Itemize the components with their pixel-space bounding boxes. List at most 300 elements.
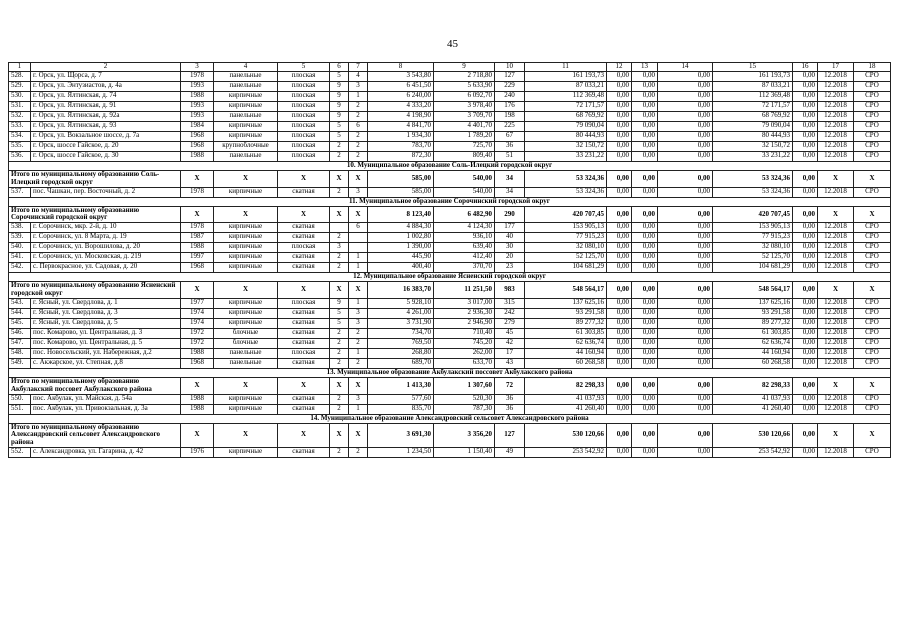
table-cell: 0,00 bbox=[632, 404, 658, 414]
table-cell: 3 731,90 bbox=[368, 318, 434, 328]
table-cell: 52 125,70 bbox=[525, 253, 607, 263]
table-cell: 1978 bbox=[181, 187, 214, 197]
table-cell: кирпичные bbox=[214, 92, 278, 102]
table-cell: 72 171,57 bbox=[525, 102, 607, 112]
table-row bbox=[9, 92, 891, 102]
table-cell: 2 bbox=[349, 338, 368, 348]
table-cell: 6 092,70 bbox=[434, 92, 495, 102]
total-cell: X bbox=[181, 206, 214, 223]
table-cell: 3 bbox=[349, 187, 368, 197]
total-cell: X bbox=[214, 171, 278, 188]
table-cell: г. Орск, ул. Ялтинская, д. 91 bbox=[31, 102, 181, 112]
table-row bbox=[9, 132, 891, 142]
table-cell: 547. bbox=[9, 338, 31, 348]
table-cell: 1978 bbox=[181, 223, 214, 233]
table-cell: 1978 bbox=[181, 72, 214, 82]
table-cell: 2 bbox=[330, 142, 349, 152]
table-cell: 12.2018 bbox=[818, 142, 854, 152]
table-cell: 548. bbox=[9, 348, 31, 358]
table-cell: 1993 bbox=[181, 82, 214, 92]
table-cell: 1993 bbox=[181, 112, 214, 122]
table-cell: СРО bbox=[854, 308, 891, 318]
table-cell: 1993 bbox=[181, 102, 214, 112]
table-cell: г. Сорочинск, ул. Московская, д. 219 bbox=[31, 253, 181, 263]
table-cell: 0,00 bbox=[607, 243, 632, 253]
table-cell: 45 bbox=[495, 328, 525, 338]
page-number: 45 bbox=[447, 38, 458, 50]
table-row bbox=[9, 152, 891, 162]
total-cell: 6 482,90 bbox=[434, 206, 495, 223]
table-cell: 0,00 bbox=[793, 448, 818, 458]
table-cell bbox=[349, 243, 368, 253]
table-cell: кирпичные bbox=[214, 404, 278, 414]
table-cell: 1984 bbox=[181, 122, 214, 132]
table-cell: 6 451,50 bbox=[368, 82, 434, 92]
table-row bbox=[9, 253, 891, 263]
table-cell: 0,00 bbox=[658, 243, 713, 253]
total-cell: X bbox=[181, 423, 214, 447]
table-cell: 0,00 bbox=[632, 448, 658, 458]
total-cell: 34 bbox=[495, 171, 525, 188]
section-heading-row bbox=[9, 197, 891, 206]
table-cell: 79 090,04 bbox=[525, 122, 607, 132]
table-cell: 77 915,23 bbox=[713, 233, 793, 243]
table-cell: 0,00 bbox=[658, 142, 713, 152]
table-cell: кирпичные bbox=[214, 298, 278, 308]
total-label: Итого по муниципальному образованию Соль-Илецкий городской округ bbox=[9, 171, 181, 188]
total-cell: 0,00 bbox=[793, 423, 818, 447]
table-cell: 5 928,10 bbox=[368, 298, 434, 308]
table-cell: 0,00 bbox=[632, 187, 658, 197]
table-cell: 539. bbox=[9, 233, 31, 243]
total-cell: 0,00 bbox=[607, 423, 632, 447]
table-cell: плоская bbox=[278, 92, 330, 102]
table-cell: СРО bbox=[854, 122, 891, 132]
table-cell: 4 198,90 bbox=[368, 112, 434, 122]
total-cell: X bbox=[181, 282, 214, 299]
table-cell: СРО bbox=[854, 253, 891, 263]
total-cell: X bbox=[854, 377, 891, 394]
table-cell: 0,00 bbox=[658, 152, 713, 162]
table-cell: 2 bbox=[349, 358, 368, 368]
total-cell: 0,00 bbox=[793, 206, 818, 223]
total-cell: X bbox=[278, 206, 330, 223]
total-cell: X bbox=[818, 206, 854, 223]
table-cell: 17 bbox=[495, 348, 525, 358]
table-cell: 0,00 bbox=[607, 152, 632, 162]
total-cell: X bbox=[214, 423, 278, 447]
table-cell: 0,00 bbox=[793, 233, 818, 243]
table-cell: скатная bbox=[278, 318, 330, 328]
table-cell: 60 268,58 bbox=[713, 358, 793, 368]
table-cell: кирпичные bbox=[214, 223, 278, 233]
table-cell: плоская bbox=[278, 152, 330, 162]
table-cell: 5 bbox=[330, 122, 349, 132]
table-cell: 0,00 bbox=[793, 298, 818, 308]
table-cell: СРО bbox=[854, 152, 891, 162]
table-cell: 1 150,40 bbox=[434, 448, 495, 458]
table-cell: 543. bbox=[9, 298, 31, 308]
table-cell: 12.2018 bbox=[818, 448, 854, 458]
table-cell: скатная bbox=[278, 223, 330, 233]
table-cell: 67 bbox=[495, 132, 525, 142]
table-cell: 4 884,30 bbox=[368, 223, 434, 233]
table-cell: с. Акжарское, ул. Степная, д.8 bbox=[31, 358, 181, 368]
total-row bbox=[9, 282, 891, 299]
table-cell: 783,70 bbox=[368, 142, 434, 152]
table-cell: 2 bbox=[349, 448, 368, 458]
total-cell: X bbox=[854, 423, 891, 447]
table-row bbox=[9, 404, 891, 414]
table-cell: 32 080,10 bbox=[713, 243, 793, 253]
table-cell: 835,70 bbox=[368, 404, 434, 414]
table-cell: г. Сорочинск, ул. 8 Марта, д. 19 bbox=[31, 233, 181, 243]
table-cell: 550. bbox=[9, 394, 31, 404]
table-cell: 0,00 bbox=[607, 233, 632, 243]
table-cell: г. Орск, ул. Ялтинская, д. 93 bbox=[31, 122, 181, 132]
column-number-cell: 10 bbox=[495, 63, 525, 72]
table-cell: 2 936,30 bbox=[434, 308, 495, 318]
table-cell: 1 bbox=[349, 348, 368, 358]
table-cell: 12.2018 bbox=[818, 328, 854, 338]
total-cell: 0,00 bbox=[632, 423, 658, 447]
total-label: Итого по муниципальному образованию Сорочинский городской округ bbox=[9, 206, 181, 223]
table-cell: 2 bbox=[330, 404, 349, 414]
total-cell: 0,00 bbox=[607, 171, 632, 188]
total-cell: X bbox=[330, 206, 349, 223]
table-cell: 540. bbox=[9, 243, 31, 253]
table-cell: 0,00 bbox=[632, 82, 658, 92]
table-cell: 540,00 bbox=[434, 187, 495, 197]
table-cell: 36 bbox=[495, 142, 525, 152]
table-cell: СРО bbox=[854, 223, 891, 233]
table-cell: 0,00 bbox=[793, 308, 818, 318]
section-heading-row bbox=[9, 368, 891, 377]
section-heading: 12. Муниципальное образование Ясненский городской округ bbox=[9, 273, 891, 282]
table-cell: 5 bbox=[330, 132, 349, 142]
table-cell: 229 bbox=[495, 82, 525, 92]
table-cell: 734,70 bbox=[368, 328, 434, 338]
table-cell: 112 369,48 bbox=[713, 92, 793, 102]
table-cell: 0,00 bbox=[793, 328, 818, 338]
table-cell: 1988 bbox=[181, 243, 214, 253]
table-cell: 546. bbox=[9, 328, 31, 338]
table-cell: 2 bbox=[330, 152, 349, 162]
table-cell: 2 bbox=[330, 394, 349, 404]
table-cell: 0,00 bbox=[632, 394, 658, 404]
table-cell: 12.2018 bbox=[818, 152, 854, 162]
table-cell: скатная bbox=[278, 358, 330, 368]
table-cell: 2 bbox=[330, 233, 349, 243]
table-row bbox=[9, 102, 891, 112]
table-cell: 0,00 bbox=[632, 72, 658, 82]
table-cell: 30 bbox=[495, 243, 525, 253]
table-cell: 12.2018 bbox=[818, 338, 854, 348]
table-cell: 370,70 bbox=[434, 263, 495, 273]
table-cell: 72 171,57 bbox=[713, 102, 793, 112]
table-cell: СРО bbox=[854, 394, 891, 404]
table-cell: 0,00 bbox=[658, 358, 713, 368]
table-cell: 0,00 bbox=[607, 72, 632, 82]
table-cell: 0,00 bbox=[793, 92, 818, 102]
table-cell: 104 681,29 bbox=[525, 263, 607, 273]
table-cell: 12.2018 bbox=[818, 223, 854, 233]
table-cell: 0,00 bbox=[607, 253, 632, 263]
table-cell: 1968 bbox=[181, 132, 214, 142]
table-cell: СРО bbox=[854, 338, 891, 348]
table-cell: 2 bbox=[330, 338, 349, 348]
table-row bbox=[9, 243, 891, 253]
total-row bbox=[9, 377, 891, 394]
total-cell: 420 707,45 bbox=[525, 206, 607, 223]
table-cell: 36 bbox=[495, 404, 525, 414]
table-cell: 0,00 bbox=[607, 142, 632, 152]
table-cell: крупноблочные bbox=[214, 142, 278, 152]
table-cell: 0,00 bbox=[658, 187, 713, 197]
total-cell: X bbox=[330, 282, 349, 299]
table-cell: 3 709,70 bbox=[434, 112, 495, 122]
table-cell: 4 261,00 bbox=[368, 308, 434, 318]
table-cell: скатная bbox=[278, 404, 330, 414]
table-cell: 0,00 bbox=[632, 348, 658, 358]
total-label: Итого по муниципальному образованию Акбулакский поссовет Акбулакского района bbox=[9, 377, 181, 394]
table-cell: 1 bbox=[349, 92, 368, 102]
table-cell: 4 333,20 bbox=[368, 102, 434, 112]
table-cell: 445,90 bbox=[368, 253, 434, 263]
table-cell: 0,00 bbox=[607, 358, 632, 368]
table-row bbox=[9, 82, 891, 92]
total-cell: X bbox=[278, 282, 330, 299]
table-cell: г. Ясный, ул. Свердлова, д. 5 bbox=[31, 318, 181, 328]
column-number-cell: 3 bbox=[181, 63, 214, 72]
table-cell: 1 bbox=[349, 298, 368, 308]
table-cell: 49 bbox=[495, 448, 525, 458]
table-cell: панельные bbox=[214, 348, 278, 358]
table-cell: СРО bbox=[854, 92, 891, 102]
table-cell: 0,00 bbox=[658, 404, 713, 414]
table-cell: 61 303,85 bbox=[525, 328, 607, 338]
table-cell: 12.2018 bbox=[818, 298, 854, 308]
column-number-cell: 15 bbox=[713, 63, 793, 72]
table-cell: 42 bbox=[495, 338, 525, 348]
table-cell: 44 160,94 bbox=[525, 348, 607, 358]
table-cell: 93 291,58 bbox=[713, 308, 793, 318]
table-cell: СРО bbox=[854, 318, 891, 328]
table-cell: 0,00 bbox=[607, 338, 632, 348]
table-row bbox=[9, 318, 891, 328]
total-cell: X bbox=[330, 171, 349, 188]
table-cell: 41 260,40 bbox=[713, 404, 793, 414]
column-number-cell: 7 bbox=[349, 63, 368, 72]
table-cell: 0,00 bbox=[658, 394, 713, 404]
table-cell: г. Орск, ул. Щорса, д. 7 bbox=[31, 72, 181, 82]
table-cell: 0,00 bbox=[658, 132, 713, 142]
table-cell: 44 160,94 bbox=[713, 348, 793, 358]
table-cell: 639,40 bbox=[434, 243, 495, 253]
table-cell: 12.2018 bbox=[818, 82, 854, 92]
table-cell: плоская bbox=[278, 348, 330, 358]
table-cell: 0,00 bbox=[632, 142, 658, 152]
table-cell: 530. bbox=[9, 92, 31, 102]
table-cell: 4 841,70 bbox=[368, 122, 434, 132]
table-cell: 12.2018 bbox=[818, 263, 854, 273]
table-cell: 6 bbox=[349, 122, 368, 132]
total-cell: 585,00 bbox=[368, 171, 434, 188]
total-cell: X bbox=[214, 206, 278, 223]
total-row bbox=[9, 206, 891, 223]
table-cell: 2 946,90 bbox=[434, 318, 495, 328]
table-cell: 1988 bbox=[181, 348, 214, 358]
total-cell: 548 564,17 bbox=[525, 282, 607, 299]
table-cell: кирпичные bbox=[214, 318, 278, 328]
table-cell: 2 bbox=[330, 263, 349, 273]
total-cell: 0,00 bbox=[658, 423, 713, 447]
table-cell: 5 633,90 bbox=[434, 82, 495, 92]
table-cell: СРО bbox=[854, 142, 891, 152]
table-cell: 53 324,36 bbox=[713, 187, 793, 197]
table-cell: 577,60 bbox=[368, 394, 434, 404]
table-cell: 0,00 bbox=[658, 263, 713, 273]
table-cell: скатная bbox=[278, 233, 330, 243]
total-cell: X bbox=[349, 206, 368, 223]
total-cell: 0,00 bbox=[793, 282, 818, 299]
table-cell: 5 bbox=[330, 308, 349, 318]
table-cell: 33 231,22 bbox=[525, 152, 607, 162]
table-cell: 725,70 bbox=[434, 142, 495, 152]
table-cell: 161 193,73 bbox=[713, 72, 793, 82]
table-cell: 68 769,92 bbox=[525, 112, 607, 122]
table-cell: 177 bbox=[495, 223, 525, 233]
total-cell: X bbox=[818, 423, 854, 447]
table-cell: 89 277,32 bbox=[713, 318, 793, 328]
table-cell: 1 934,30 bbox=[368, 132, 434, 142]
column-number-row bbox=[9, 63, 891, 72]
table-cell: СРО bbox=[854, 298, 891, 308]
table-cell: 1 390,00 bbox=[368, 243, 434, 253]
table-cell: 2 bbox=[330, 187, 349, 197]
table-cell: скатная bbox=[278, 448, 330, 458]
table-cell: 528. bbox=[9, 72, 31, 82]
table-cell: 0,00 bbox=[632, 318, 658, 328]
table-cell: 32 150,72 bbox=[525, 142, 607, 152]
table-cell: 176 bbox=[495, 102, 525, 112]
table-cell: 253 542,92 bbox=[713, 448, 793, 458]
table-row bbox=[9, 263, 891, 273]
table-cell: 538. bbox=[9, 223, 31, 233]
table-cell: 12.2018 bbox=[818, 92, 854, 102]
table-cell: 137 625,16 bbox=[713, 298, 793, 308]
table-cell: плоская bbox=[278, 243, 330, 253]
table-cell: 41 037,93 bbox=[713, 394, 793, 404]
table-cell: 20 bbox=[495, 253, 525, 263]
table-cell: 0,00 bbox=[658, 233, 713, 243]
column-number-cell: 14 bbox=[658, 63, 713, 72]
table-cell: 529. bbox=[9, 82, 31, 92]
table-cell: 53 324,36 bbox=[525, 187, 607, 197]
table-cell: 0,00 bbox=[632, 102, 658, 112]
table-cell: 809,40 bbox=[434, 152, 495, 162]
total-cell: 0,00 bbox=[607, 206, 632, 223]
table-cell: плоская bbox=[278, 132, 330, 142]
table-row bbox=[9, 187, 891, 197]
table-cell: 43 bbox=[495, 358, 525, 368]
table-cell: 0,00 bbox=[632, 92, 658, 102]
table-cell: скатная bbox=[278, 253, 330, 263]
column-number-cell: 16 bbox=[793, 63, 818, 72]
table-cell: кирпичные bbox=[214, 243, 278, 253]
total-cell: 0,00 bbox=[658, 171, 713, 188]
total-cell: 3 691,30 bbox=[368, 423, 434, 447]
total-cell: 290 bbox=[495, 206, 525, 223]
table-cell: 0,00 bbox=[793, 187, 818, 197]
table-cell: 153 905,13 bbox=[525, 223, 607, 233]
table-cell: 0,00 bbox=[607, 112, 632, 122]
table-cell: 4 401,70 bbox=[434, 122, 495, 132]
table-cell: плоская bbox=[278, 298, 330, 308]
total-cell: X bbox=[349, 282, 368, 299]
table-cell: 0,00 bbox=[632, 263, 658, 273]
table-row bbox=[9, 394, 891, 404]
total-cell: 72 bbox=[495, 377, 525, 394]
table-cell: 544. bbox=[9, 308, 31, 318]
table-cell: 0,00 bbox=[632, 338, 658, 348]
table-cell bbox=[349, 233, 368, 243]
total-cell: X bbox=[330, 377, 349, 394]
table-cell: кирпичные bbox=[214, 448, 278, 458]
table-cell: 0,00 bbox=[607, 448, 632, 458]
table-cell: плоская bbox=[278, 122, 330, 132]
table-cell: плоская bbox=[278, 102, 330, 112]
table-cell: 1 234,50 bbox=[368, 448, 434, 458]
table-cell: 77 915,23 bbox=[525, 233, 607, 243]
table-cell: 1972 bbox=[181, 328, 214, 338]
total-cell: X bbox=[854, 206, 891, 223]
total-cell: 53 324,36 bbox=[525, 171, 607, 188]
table-cell: 12.2018 bbox=[818, 132, 854, 142]
table-cell: 536. bbox=[9, 152, 31, 162]
table-cell: 0,00 bbox=[793, 338, 818, 348]
table-cell: 12.2018 bbox=[818, 112, 854, 122]
total-cell: 82 298,33 bbox=[525, 377, 607, 394]
column-number-cell: 12 bbox=[607, 63, 632, 72]
table-cell: г. Сорочинск, мкр. 2-й, д. 10 bbox=[31, 223, 181, 233]
table-cell: 0,00 bbox=[658, 92, 713, 102]
table-cell: СРО bbox=[854, 132, 891, 142]
column-number-cell: 18 bbox=[854, 63, 891, 72]
table-cell: 1987 bbox=[181, 233, 214, 243]
table-cell: 0,00 bbox=[632, 358, 658, 368]
table-cell: 253 542,92 bbox=[525, 448, 607, 458]
total-cell: 530 120,66 bbox=[525, 423, 607, 447]
table-cell: 1968 bbox=[181, 358, 214, 368]
total-cell: 0,00 bbox=[607, 282, 632, 299]
table-cell: пос. Новосельский, ул. Набережная, д.2 bbox=[31, 348, 181, 358]
total-cell: 1 413,30 bbox=[368, 377, 434, 394]
table-cell: 1968 bbox=[181, 142, 214, 152]
column-number-cell: 17 bbox=[818, 63, 854, 72]
total-cell: X bbox=[854, 282, 891, 299]
table-cell: 0,00 bbox=[658, 253, 713, 263]
table-row bbox=[9, 348, 891, 358]
total-cell: X bbox=[818, 282, 854, 299]
table-row bbox=[9, 308, 891, 318]
table-cell: СРО bbox=[854, 233, 891, 243]
table-cell: 0,00 bbox=[658, 448, 713, 458]
table-cell: 2 bbox=[349, 102, 368, 112]
table-cell: 0,00 bbox=[632, 298, 658, 308]
table-cell: 12.2018 bbox=[818, 72, 854, 82]
table-row bbox=[9, 358, 891, 368]
